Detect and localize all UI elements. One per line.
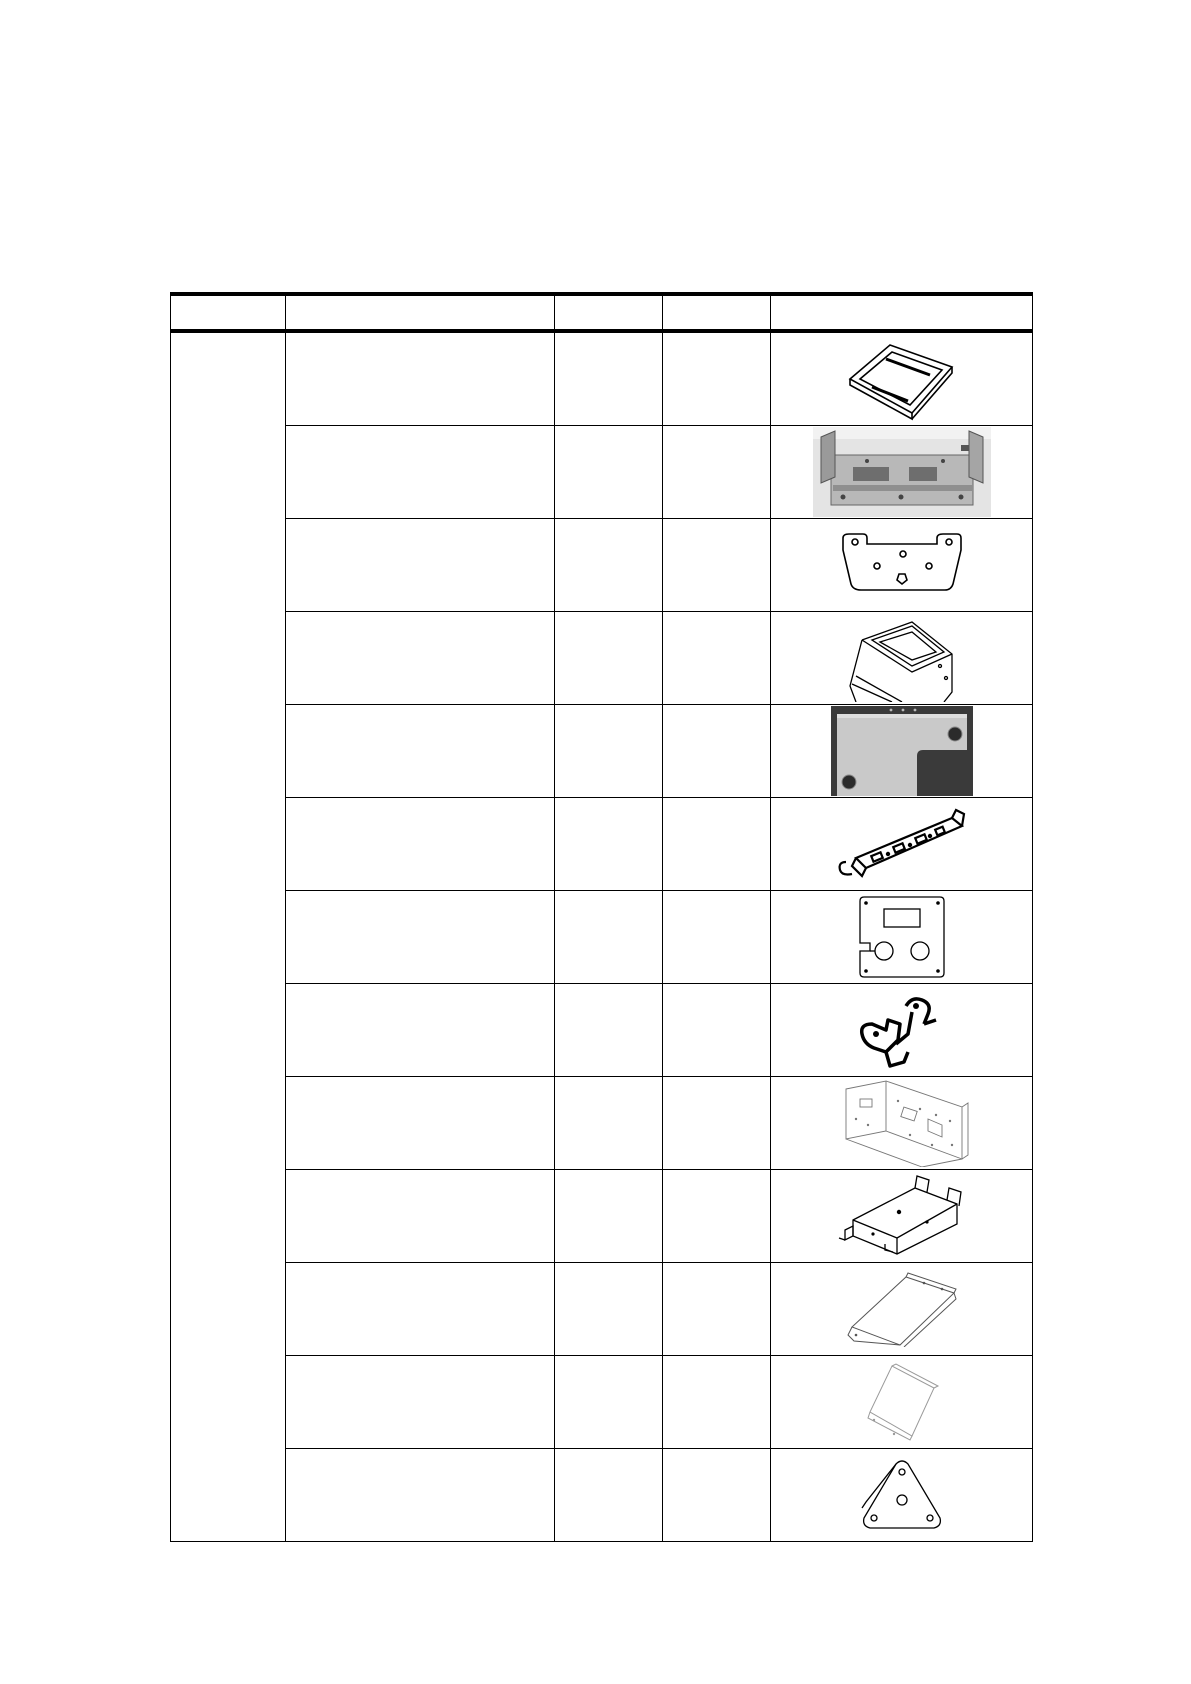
part-col4-cell <box>663 798 771 891</box>
table-row <box>171 798 1033 891</box>
metal-plate-photo-icon <box>831 706 973 796</box>
part-name-cell <box>286 612 555 705</box>
rail-bracket-drawing-icon <box>832 804 972 884</box>
header-cell-2 <box>286 294 555 331</box>
part-col3-cell <box>555 1077 663 1170</box>
part-image-cell <box>771 1263 1033 1356</box>
part-image-cell <box>771 984 1033 1077</box>
side-panel-drawing-icon <box>832 1079 972 1167</box>
part-col3-cell <box>555 331 663 426</box>
table-row <box>171 891 1033 984</box>
part-col4-cell <box>663 984 771 1077</box>
part-col3-cell <box>555 705 663 798</box>
part-name-cell <box>286 984 555 1077</box>
group-label-cell <box>171 331 286 1542</box>
part-col4-cell <box>663 705 771 798</box>
table-row <box>171 984 1033 1077</box>
chassis-drawing-icon <box>837 1174 967 1258</box>
part-col3-cell <box>555 426 663 519</box>
part-col4-cell <box>663 519 771 612</box>
part-image-cell <box>771 1356 1033 1449</box>
clip-drawing-icon <box>852 990 952 1070</box>
part-col4-cell <box>663 1077 771 1170</box>
tray-drawing-icon <box>842 337 962 421</box>
part-name-cell <box>286 426 555 519</box>
part-col4-cell <box>663 1449 771 1542</box>
part-name-cell <box>286 891 555 984</box>
part-col3-cell <box>555 612 663 705</box>
frame-drawing-icon <box>832 614 972 702</box>
part-col3-cell <box>555 1356 663 1449</box>
small-cover-drawing-icon <box>862 1360 942 1444</box>
part-col4-cell <box>663 612 771 705</box>
part-image-cell <box>771 426 1033 519</box>
part-image-cell <box>771 1077 1033 1170</box>
bracket-photo-icon <box>813 427 991 517</box>
part-name-cell <box>286 331 555 426</box>
part-col4-cell <box>663 1170 771 1263</box>
part-image-cell <box>771 519 1033 612</box>
part-col3-cell <box>555 1263 663 1356</box>
table-row <box>171 705 1033 798</box>
part-col4-cell <box>663 1263 771 1356</box>
part-col3-cell <box>555 891 663 984</box>
triangle-plate-drawing-icon <box>860 1458 944 1532</box>
header-cell-5 <box>771 294 1033 331</box>
table-row <box>171 612 1033 705</box>
part-col4-cell <box>663 1356 771 1449</box>
part-name-cell <box>286 1449 555 1542</box>
table-row <box>171 519 1033 612</box>
part-name-cell <box>286 1263 555 1356</box>
part-name-cell <box>286 798 555 891</box>
part-image-cell <box>771 1449 1033 1542</box>
part-image-cell <box>771 1170 1033 1263</box>
part-name-cell <box>286 1077 555 1170</box>
part-image-cell <box>771 705 1033 798</box>
square-plate-drawing-icon <box>854 895 950 979</box>
parts-table <box>170 292 1033 1542</box>
table-row <box>171 1263 1033 1356</box>
cover-plate-drawing-icon <box>842 1271 962 1347</box>
part-col4-cell <box>663 331 771 426</box>
part-image-cell <box>771 798 1033 891</box>
part-image-cell <box>771 891 1033 984</box>
part-image-cell <box>771 612 1033 705</box>
header-cell-1 <box>171 294 286 331</box>
part-col4-cell <box>663 891 771 984</box>
part-col3-cell <box>555 798 663 891</box>
table-row <box>171 426 1033 519</box>
part-name-cell <box>286 1170 555 1263</box>
table-row <box>171 1449 1033 1542</box>
part-image-cell <box>771 331 1033 426</box>
part-col3-cell <box>555 1449 663 1542</box>
part-name-cell <box>286 705 555 798</box>
part-name-cell <box>286 1356 555 1449</box>
header-cell-3 <box>555 294 663 331</box>
part-col4-cell <box>663 426 771 519</box>
table-row <box>171 1356 1033 1449</box>
header-cell-4 <box>663 294 771 331</box>
table-header-row <box>171 294 1033 331</box>
table-row <box>171 1077 1033 1170</box>
table-row <box>171 1170 1033 1263</box>
part-col3-cell <box>555 519 663 612</box>
table-row <box>171 331 1033 426</box>
mounting-plate-drawing-icon <box>837 530 967 600</box>
part-col3-cell <box>555 1170 663 1263</box>
part-name-cell <box>286 519 555 612</box>
part-col3-cell <box>555 984 663 1077</box>
